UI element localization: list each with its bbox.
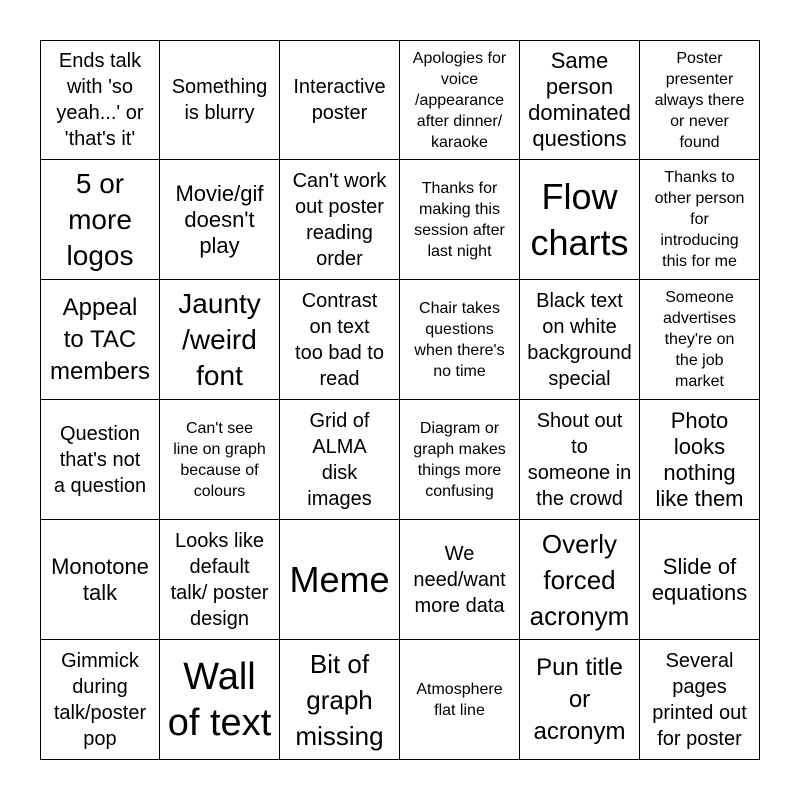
bingo-cell[interactable] [640,160,760,280]
cell-label: Interactive poster [293,76,386,124]
cell-label: Jaunty /weird font [178,287,261,391]
cell-label: Overly forced acronym [529,528,630,631]
bingo-cell[interactable] [640,520,760,640]
cell-label: Grid of ALMA disk images [307,409,372,510]
cell-label: Slide of equations [651,553,748,605]
bingo-cell[interactable] [40,160,160,280]
bingo-cell[interactable] [280,400,400,520]
cell-label: Looks like default talk/ poster design [170,529,269,630]
cell-label: Several pages printed out for poster [652,649,747,750]
bingo-cell[interactable] [520,400,640,520]
cell-label: Wall of text [167,655,272,744]
bingo-cell[interactable] [640,280,760,400]
cell-label: Monotone talk [51,553,149,605]
bingo-cell[interactable] [400,280,520,400]
cell-label: Can't work out poster reading order [292,169,387,270]
cell-label: Apologies for voice /appearance after dinner/ karaoke [412,49,507,151]
cell-label: 5 or more logos [66,167,134,271]
cell-label: Pun title or acronym [533,653,626,745]
bingo-cell[interactable] [520,40,640,160]
bingo-cell[interactable] [160,520,280,640]
bingo-cell[interactable] [520,520,640,640]
bingo-cell[interactable] [40,400,160,520]
bingo-cell[interactable] [280,40,400,160]
cell-label: Thanks for making this session after last night [414,179,505,260]
cell-label: Flow charts [530,175,629,263]
bingo-cell[interactable] [280,280,400,400]
cell-label: Appeal to TAC members [49,293,151,385]
bingo-cell[interactable] [400,160,520,280]
bingo-cell[interactable] [400,640,520,760]
bingo-cell[interactable] [640,400,760,520]
bingo-cell[interactable] [40,280,160,400]
cell-label: Photo looks nothing like them [655,407,744,511]
cell-label: Someone advertises they're on the job market [663,289,736,390]
cell-label: Contrast on text too bad to read [295,289,384,390]
cell-label: Atmosphere flat line [416,680,503,719]
bingo-cell[interactable] [160,400,280,520]
bingo-cell[interactable] [280,520,400,640]
bingo-cell[interactable] [400,40,520,160]
cell-label: Ends talk with 'so yeah...' or 'that's it' [56,50,144,150]
cell-label: Thanks to other person for introducing this for me [654,169,745,270]
cell-label: Meme [289,558,390,600]
bingo-cell[interactable] [40,640,160,760]
cell-label: Black text on white background special [527,289,632,390]
cell-label: Bit of graph missing [295,648,384,751]
cell-label: Can't see line on graph because of colours [173,419,266,500]
cell-label: Diagram or graph makes things more confusing [413,419,506,500]
cell-label: Something is blurry [171,76,268,124]
bingo-cell[interactable] [160,160,280,280]
bingo-cell[interactable] [520,640,640,760]
cell-label: Movie/gif doesn't play [175,180,264,258]
cell-label: We need/want more data [413,542,506,617]
bingo-cell[interactable] [640,40,760,160]
bingo-cell[interactable] [160,40,280,160]
cell-label: Shout out to someone in the crowd [527,409,632,510]
cell-label: Gimmick during talk/poster pop [53,649,147,750]
bingo-cell[interactable] [400,400,520,520]
cell-label: Chair takes questions when there's no time [414,299,505,380]
cell-label: Poster presenter always there or never found [654,49,745,151]
bingo-cell[interactable] [280,160,400,280]
bingo-cell[interactable] [520,160,640,280]
bingo-cell[interactable] [400,520,520,640]
bingo-cell[interactable] [40,40,160,160]
cell-label: Question that's not a question [53,422,147,497]
bingo-cell[interactable] [160,280,280,400]
cell-label: Same person dominated questions [528,48,631,151]
bingo-card [40,40,760,760]
bingo-cell[interactable] [40,520,160,640]
bingo-cell[interactable] [520,280,640,400]
bingo-cell[interactable] [160,640,280,760]
bingo-cell[interactable] [640,640,760,760]
bingo-cell[interactable] [280,640,400,760]
